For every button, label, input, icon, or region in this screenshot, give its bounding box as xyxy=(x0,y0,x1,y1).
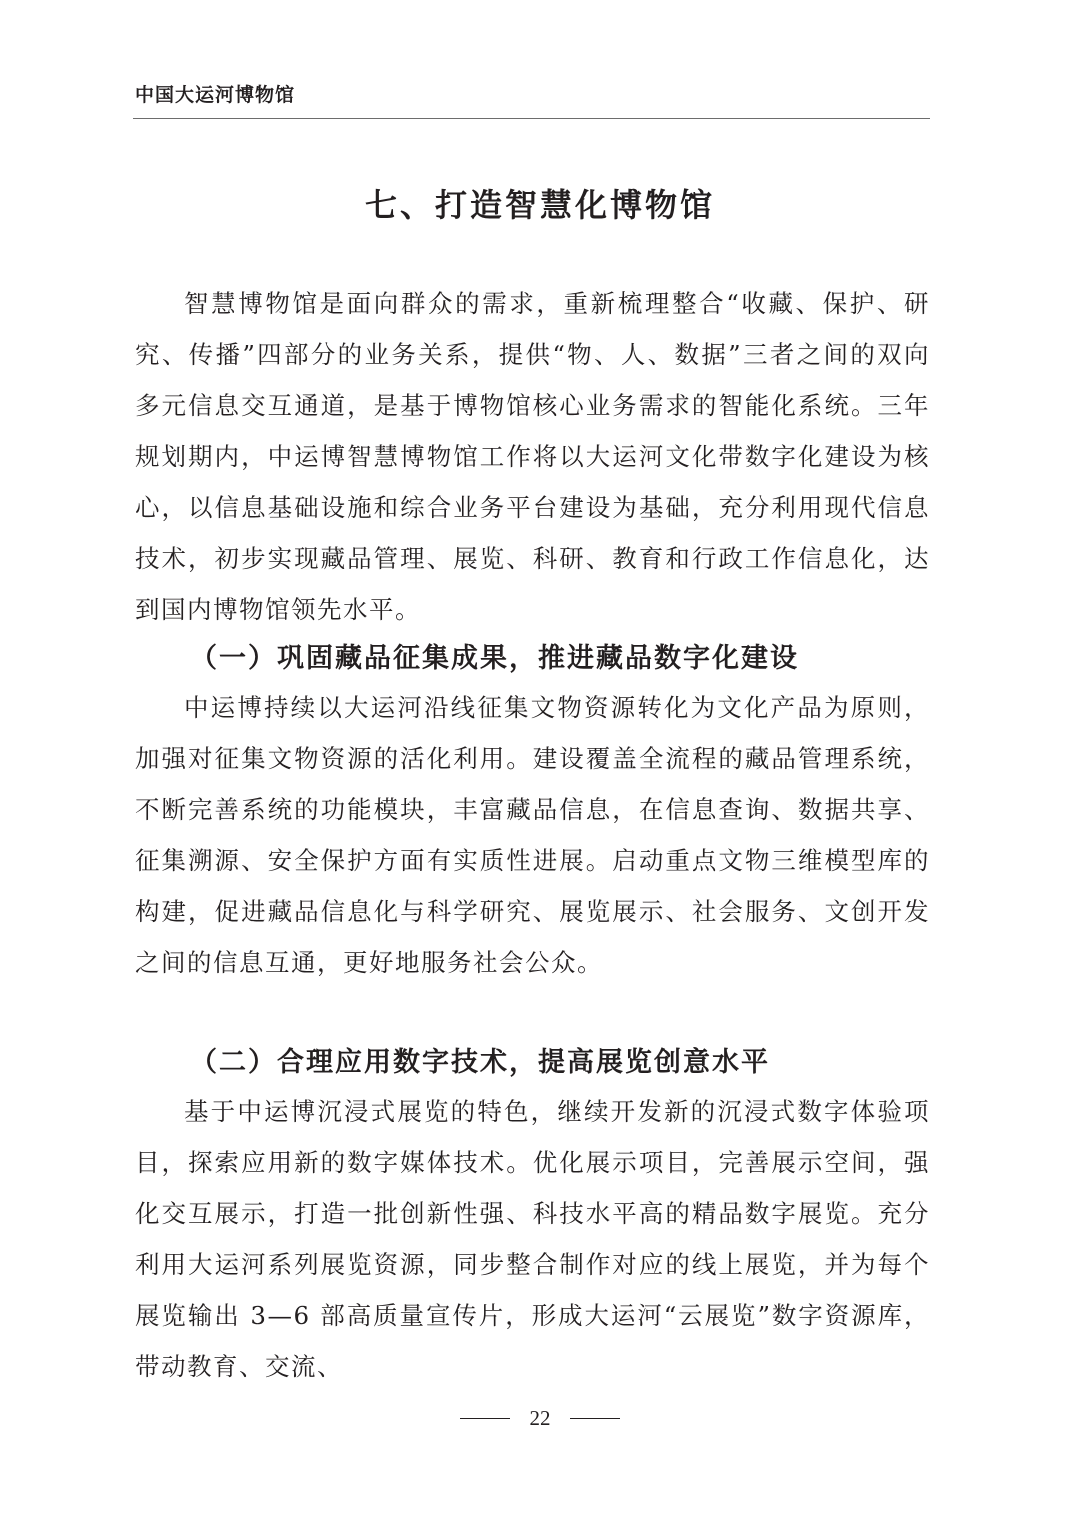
section-1-paragraph: 中运博持续以大运河沿线征集文物资源转化为文化产品为原则，加强对征集文物资源的活化利用。建设覆盖全流程的藏品管理系统，不断完善系统的功能模块，丰富藏品信息，在信息查询、数据共享、征集溯源、安全保护方面有实质性进展。启动重点文物三维模型库的构建，促进藏品信息化与科学研究、展览展示、社会服务、文创开发之间的信息互通，更好地服务社会公众。 xyxy=(135,693,930,977)
page-footer xyxy=(0,1406,1080,1431)
header-rule xyxy=(133,118,930,119)
running-header-title: 中国大运河博物馆 xyxy=(135,84,296,106)
section-2-title: （二）合理应用数字技术，提高展览创意水平 xyxy=(190,1047,770,1078)
section-2-paragraph: 基于中运博沉浸式展览的特色，继续开发新的沉浸式数字体验项目，探索应用新的数字媒体技术。优化展示项目，完善展示空间，强化交互展示，打造一批创新性强、科技水平高的精品数字展览。充分利用大运河系列展览资源，同步整合制作对应的线上展览，并为每个展览输出 3—6 部高质量宣传片，形成大运河“云展览”数字资源库，带动教育、交流、 xyxy=(135,1097,930,1381)
intro-paragraph: 智慧博物馆是面向群众的需求，重新梳理整合“收藏、保护、研究、传播”四部分的业务关系，提供“物、人、数据”三者之间的双向多元信息交互通道，是基于博物馆核心业务需求的智能化系统。三年规划期内，中运博智慧博物馆工作将以大运河文化带数字化建设为核心，以信息基础设施和综合业务平台建设为基础，充分利用现代信息技术，初步实现藏品管理、展览、科研、教育和行政工作信息化，达到国内博物馆领先水平。 xyxy=(135,289,930,624)
page-number: 22 xyxy=(529,1406,551,1430)
footer-line-left xyxy=(460,1418,510,1419)
chapter-title: 七、打造智慧化博物馆 xyxy=(364,186,715,224)
footer-line-right xyxy=(570,1418,620,1419)
section-1-title: （一）巩固藏品征集成果，推进藏品数字化建设 xyxy=(190,643,799,674)
